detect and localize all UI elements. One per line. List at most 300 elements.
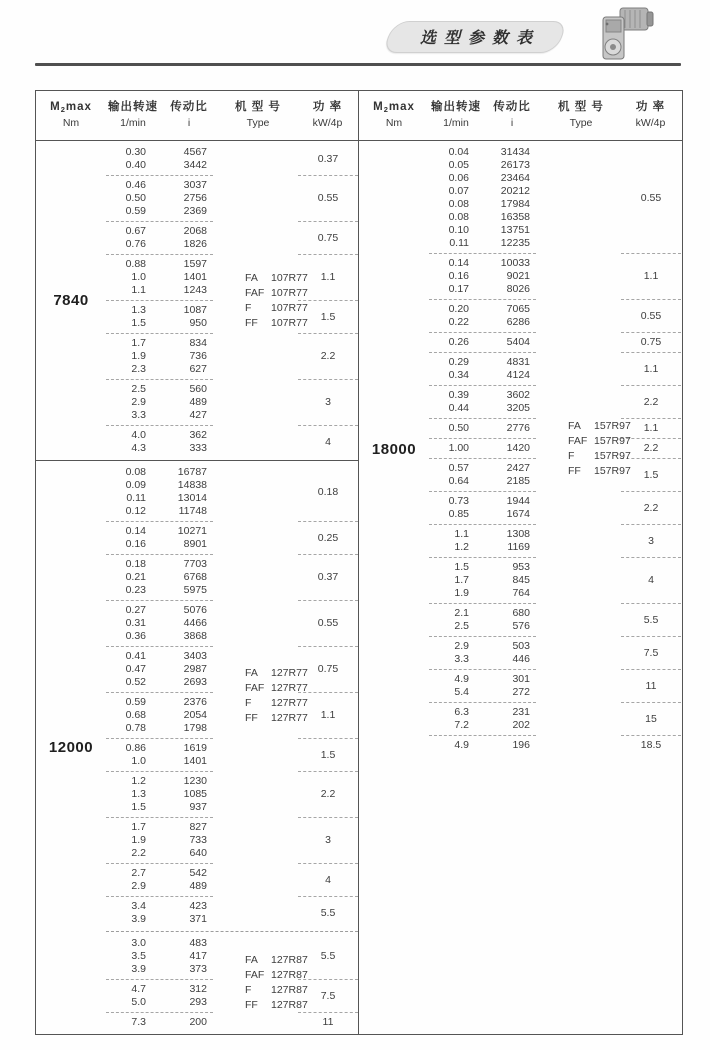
table-row <box>429 653 536 666</box>
table-row-group <box>106 896 358 929</box>
power-cell <box>621 603 681 636</box>
ratio-value: 13014 <box>177 492 207 504</box>
type-code: 127R77 <box>271 697 308 709</box>
table-row-group <box>429 253 681 299</box>
ratio-value: 16358 <box>500 211 530 223</box>
table-row <box>106 834 213 847</box>
ratio-value: 834 <box>189 337 207 349</box>
ratio-value: 627 <box>189 363 207 375</box>
speed-value: 2.2 <box>131 847 146 859</box>
table-row <box>106 821 213 834</box>
table-row-group <box>106 738 358 771</box>
speed-value: 2.1 <box>454 607 469 619</box>
num-rows <box>106 333 213 379</box>
power-value: 0.55 <box>640 191 662 204</box>
ratio-value: 417 <box>189 950 207 962</box>
type-spacer <box>213 817 298 863</box>
table-row <box>429 640 536 653</box>
m2max-label-line: M2max <box>373 101 415 114</box>
speed-value: 0.85 <box>448 508 469 520</box>
type-code: 127R87 <box>271 984 308 996</box>
type-block-group <box>106 461 358 931</box>
speed-value: 1.5 <box>131 317 146 329</box>
power-value: 5.5 <box>320 950 336 962</box>
power-value: 0.18 <box>317 485 339 498</box>
power-value: 0.55 <box>317 617 339 629</box>
ratio-value: 1597 <box>183 258 207 270</box>
table-row-group <box>429 603 681 636</box>
ratio-value: 293 <box>189 996 207 1008</box>
num-rows <box>429 299 536 332</box>
type-code: 157R97 <box>594 435 631 447</box>
speed-value: 1.7 <box>131 337 146 349</box>
type-series: FAF <box>245 682 265 694</box>
speed-value: 0.59 <box>125 696 146 708</box>
table-row <box>429 739 536 752</box>
table-row-group <box>106 554 358 600</box>
speed-value: 0.52 <box>125 676 146 688</box>
table-row <box>429 389 536 402</box>
speed-value: 3.9 <box>131 963 146 975</box>
num-rows <box>106 379 213 425</box>
table-row-group <box>429 418 681 438</box>
speed-value: 4.9 <box>454 739 469 751</box>
ratio-value: 8026 <box>506 283 530 295</box>
speed-value: 0.26 <box>448 336 469 348</box>
type-spacer <box>536 299 621 332</box>
type-code: 127R77 <box>271 667 308 679</box>
m2max-value: 7840 <box>53 292 89 309</box>
table-row <box>429 283 536 296</box>
speed-value: 1.1 <box>131 284 146 296</box>
ratio-value: 937 <box>189 801 207 813</box>
power-value: 7.5 <box>320 989 336 1002</box>
m2max-value: 12000 <box>48 739 94 756</box>
power-cell <box>621 491 681 524</box>
table-row-group <box>106 221 358 254</box>
type-code: 107R77 <box>271 271 308 284</box>
ratio-value: 3868 <box>183 630 207 642</box>
speed-value: 2.9 <box>131 880 146 892</box>
power-cell <box>621 352 681 385</box>
speed-value: 1.9 <box>131 350 146 362</box>
speed-value: 0.14 <box>448 257 469 269</box>
table-row <box>106 429 213 442</box>
type-series: FAF <box>245 286 265 299</box>
type-code: 127R87 <box>271 969 308 981</box>
ratio-value: 13751 <box>500 224 530 236</box>
num-rows <box>106 554 213 600</box>
power-cell <box>298 771 358 817</box>
power-cell <box>298 1012 358 1032</box>
ratio-value: 301 <box>512 673 530 685</box>
type-spacer <box>536 332 621 352</box>
table-row <box>106 983 213 996</box>
type-spacer <box>213 554 298 600</box>
table-row-group <box>106 600 358 646</box>
table-row-group <box>106 300 358 333</box>
power-cell <box>298 425 358 458</box>
speed-value: 0.06 <box>448 172 469 184</box>
num-rows <box>106 863 213 896</box>
type-model <box>568 449 631 464</box>
speed-value: 0.10 <box>448 224 469 236</box>
ratio-value: 845 <box>512 574 530 586</box>
ratio-value: 333 <box>189 442 207 454</box>
table-row <box>106 304 213 317</box>
ratio-value: 733 <box>189 834 207 846</box>
power-value: 2.2 <box>643 501 659 514</box>
speed-value: 7.3 <box>131 1016 146 1028</box>
table-row <box>429 508 536 521</box>
type-spacer <box>536 735 621 755</box>
speed-value: 1.00 <box>448 442 469 454</box>
speed-value: 0.40 <box>125 159 146 171</box>
speed-value: 0.67 <box>125 225 146 237</box>
type-spacer <box>536 524 621 557</box>
table-row <box>106 396 213 409</box>
table-row <box>106 676 213 689</box>
power-value: 0.25 <box>317 531 339 544</box>
ratio-value: 503 <box>512 640 530 652</box>
ratio-value: 483 <box>189 937 207 949</box>
ratio-value: 1420 <box>506 442 530 454</box>
table-row <box>106 159 213 172</box>
table-row <box>106 900 213 913</box>
table-row <box>429 706 536 719</box>
type-series: FF <box>568 465 581 477</box>
power-cell <box>621 299 681 332</box>
table-row-group <box>429 735 681 755</box>
type-code: 127R77 <box>271 712 308 724</box>
table-row-group <box>106 771 358 817</box>
num-rows <box>106 934 213 979</box>
col-header-m2max <box>359 101 429 130</box>
type-spacer <box>536 669 621 702</box>
speed-value: 2.7 <box>131 867 146 879</box>
ratio-value: 3442 <box>183 159 207 171</box>
speed-value: 0.08 <box>125 466 146 478</box>
ratio-value: 7065 <box>506 303 530 315</box>
power-cell <box>298 554 358 600</box>
table-row-group <box>429 524 681 557</box>
type-series: FAF <box>245 969 265 981</box>
table-row <box>106 571 213 584</box>
power-cell <box>298 221 358 254</box>
ratio-value: 2054 <box>183 709 207 721</box>
power-cell <box>621 253 681 299</box>
type-model <box>245 968 308 983</box>
ratio-value: 427 <box>189 409 207 421</box>
num-rows <box>106 1012 213 1032</box>
num-rows <box>429 735 536 755</box>
type-model <box>245 696 308 711</box>
table-row <box>106 950 213 963</box>
speed-value: 2.5 <box>131 383 146 395</box>
type-model-block <box>245 953 308 1013</box>
speed-value: 0.12 <box>125 505 146 517</box>
speed-value: 0.86 <box>125 742 146 754</box>
speed-value: 0.08 <box>448 198 469 210</box>
type-model <box>245 998 308 1013</box>
table-row <box>106 466 213 479</box>
table-row <box>106 742 213 755</box>
speed-value: 0.50 <box>448 422 469 434</box>
type-spacer <box>213 600 298 646</box>
speed-value: 3.0 <box>131 937 146 949</box>
speed-value: 0.59 <box>125 205 146 217</box>
ratio-value: 6768 <box>183 571 207 583</box>
ratio-value: 2068 <box>183 225 207 237</box>
type-model <box>245 301 308 316</box>
col-header-type <box>218 101 298 130</box>
type-series: F <box>245 301 252 314</box>
type-code: 107R77 <box>271 286 308 299</box>
num-rows <box>429 702 536 735</box>
ratio-value: 764 <box>512 587 530 599</box>
num-rows <box>429 524 536 557</box>
table-row-group <box>106 1012 358 1032</box>
type-series: FA <box>245 271 258 284</box>
speed-value: 4.3 <box>131 442 146 454</box>
num-rows <box>429 557 536 603</box>
m2max-unit: Nm <box>385 117 403 129</box>
table-row <box>429 237 536 250</box>
power-cell <box>298 333 358 379</box>
ratio-value: 20212 <box>500 185 530 197</box>
type-block-group <box>106 931 358 1034</box>
ratio-value: 489 <box>189 396 207 408</box>
power-value: 0.75 <box>317 663 339 675</box>
table-row <box>429 462 536 475</box>
power-value: 4 <box>325 435 331 448</box>
col-header-type <box>541 101 621 130</box>
type-spacer <box>536 702 621 735</box>
table-row <box>429 257 536 270</box>
power-label: 功 率 <box>312 101 343 113</box>
speed-value: 0.18 <box>125 558 146 570</box>
ratio-value: 31434 <box>500 146 530 158</box>
type-series: F <box>568 450 575 462</box>
type-spacer <box>213 333 298 379</box>
table-half-left <box>36 91 359 1034</box>
table-row <box>429 402 536 415</box>
table-section <box>36 460 358 1034</box>
table-row-group <box>106 333 358 379</box>
speed-value: 1.0 <box>131 271 146 283</box>
type-unit: Type <box>569 117 593 129</box>
table-row <box>106 1016 213 1029</box>
table-row <box>429 172 536 185</box>
table-row <box>106 284 213 297</box>
table-row-group <box>429 458 681 491</box>
speed-value: 0.44 <box>448 402 469 414</box>
table-row-group <box>429 385 681 418</box>
power-value: 1.1 <box>643 422 659 434</box>
table-row <box>106 722 213 735</box>
table-row <box>106 317 213 330</box>
power-cell <box>621 385 681 418</box>
table-header-row <box>359 91 682 141</box>
gearmotor-icon <box>594 4 656 62</box>
table-row <box>106 663 213 676</box>
power-value: 1.1 <box>320 709 336 721</box>
type-code: 127R77 <box>271 682 308 694</box>
col-header-ratio <box>483 101 541 130</box>
type-model <box>245 666 308 681</box>
speed-value: 3.9 <box>131 913 146 925</box>
header-rule <box>35 63 681 66</box>
speed-value: 2.3 <box>131 363 146 375</box>
table-row-group <box>106 175 358 221</box>
type-spacer <box>213 771 298 817</box>
table-row <box>106 847 213 860</box>
table-row <box>106 709 213 722</box>
speed-label: 输出转速 <box>431 101 481 113</box>
power-value: 11 <box>322 1016 334 1028</box>
speed-value: 5.0 <box>131 996 146 1008</box>
type-spacer <box>536 352 621 385</box>
type-model <box>245 681 308 696</box>
ratio-value: 272 <box>512 686 530 698</box>
speed-value: 3.3 <box>454 653 469 665</box>
table-row <box>429 541 536 554</box>
speed-unit: 1/min <box>120 117 146 129</box>
speed-value: 0.11 <box>449 237 469 249</box>
table-row <box>429 475 536 488</box>
table-row-group <box>106 979 358 1012</box>
speed-value: 0.23 <box>125 584 146 596</box>
type-model <box>245 953 308 968</box>
speed-value: 6.3 <box>454 706 469 718</box>
type-model <box>245 983 308 998</box>
power-unit: kW/4p <box>312 117 343 129</box>
power-cell <box>621 332 681 352</box>
table-row <box>106 525 213 538</box>
speed-value: 0.47 <box>125 663 146 675</box>
ratio-value: 4831 <box>506 356 530 368</box>
power-cell <box>298 143 358 175</box>
speed-value: 0.36 <box>125 630 146 642</box>
type-series: FA <box>568 420 581 432</box>
col-header-power <box>298 101 357 130</box>
table-row <box>429 561 536 574</box>
ratio-value: 200 <box>189 1016 207 1028</box>
power-value: 4 <box>648 574 654 586</box>
power-value: 1.1 <box>643 270 659 282</box>
ratio-value: 560 <box>189 383 207 395</box>
speed-value: 0.20 <box>448 303 469 315</box>
table-row <box>106 192 213 205</box>
power-value: 1.1 <box>643 362 659 375</box>
ratio-value: 5404 <box>506 336 530 348</box>
table-row-group <box>106 463 358 521</box>
type-spacer <box>213 863 298 896</box>
table-row <box>106 337 213 350</box>
ratio-value: 4124 <box>506 369 530 381</box>
ratio-value: 1085 <box>183 788 207 800</box>
num-rows <box>429 418 536 438</box>
ratio-value: 2376 <box>183 696 207 708</box>
speed-label: 输出转速 <box>108 101 158 113</box>
speed-value: 0.31 <box>125 617 146 629</box>
power-value: 7.5 <box>643 646 659 659</box>
type-series: FF <box>245 712 258 724</box>
table-header-row <box>36 91 358 141</box>
table-row <box>429 159 536 172</box>
power-cell <box>298 863 358 896</box>
ratio-value: 14838 <box>177 479 207 491</box>
table-row <box>106 801 213 814</box>
type-spacer <box>213 175 298 221</box>
ratio-value: 1087 <box>183 304 207 316</box>
speed-value: 1.3 <box>131 788 146 800</box>
table-row <box>429 316 536 329</box>
table-row <box>106 538 213 551</box>
speed-value: 0.64 <box>448 475 469 487</box>
speed-value: 1.5 <box>454 561 469 573</box>
num-rows <box>429 603 536 636</box>
table-row <box>106 271 213 284</box>
power-value: 1.5 <box>320 748 336 761</box>
table-row-group <box>429 491 681 524</box>
speed-value: 0.09 <box>125 479 146 491</box>
table-row <box>106 880 213 893</box>
speed-value: 3.4 <box>131 900 146 912</box>
table-row <box>429 442 536 455</box>
power-cell <box>298 738 358 771</box>
type-block-group <box>106 141 358 460</box>
table-row <box>429 422 536 435</box>
type-code: 157R97 <box>594 450 631 462</box>
speed-value: 0.22 <box>448 316 469 328</box>
table-row-group <box>106 692 358 738</box>
power-cell <box>621 702 681 735</box>
speed-value: 0.11 <box>126 492 146 504</box>
num-rows <box>106 521 213 554</box>
table-row <box>429 686 536 699</box>
speed-value: 7.2 <box>454 719 469 731</box>
ratio-value: 640 <box>189 847 207 859</box>
ratio-value: 10271 <box>177 525 207 537</box>
table-row <box>106 755 213 768</box>
table-row <box>429 607 536 620</box>
ratio-value: 202 <box>512 719 530 731</box>
speed-value: 0.41 <box>125 650 146 662</box>
ratio-value: 446 <box>512 653 530 665</box>
table-row-group <box>429 636 681 669</box>
speed-value: 0.16 <box>448 270 469 282</box>
table-section <box>36 141 358 460</box>
table-row <box>429 587 536 600</box>
ratio-value: 2369 <box>183 205 207 217</box>
ratio-value: 5975 <box>183 584 207 596</box>
section-blocks <box>106 461 358 1034</box>
ratio-value: 1619 <box>183 742 207 754</box>
speed-value: 0.04 <box>448 146 469 158</box>
table-row-group <box>429 299 681 332</box>
num-rows <box>429 253 536 299</box>
num-rows <box>106 143 213 175</box>
ratio-value: 1944 <box>506 495 530 507</box>
ratio-value: 26173 <box>500 159 530 171</box>
ratio-value: 6286 <box>506 316 530 328</box>
table-row <box>106 913 213 926</box>
ratio-value: 3403 <box>183 650 207 662</box>
type-series: FF <box>245 999 258 1011</box>
speed-value: 0.30 <box>125 146 146 158</box>
table-row <box>429 336 536 349</box>
